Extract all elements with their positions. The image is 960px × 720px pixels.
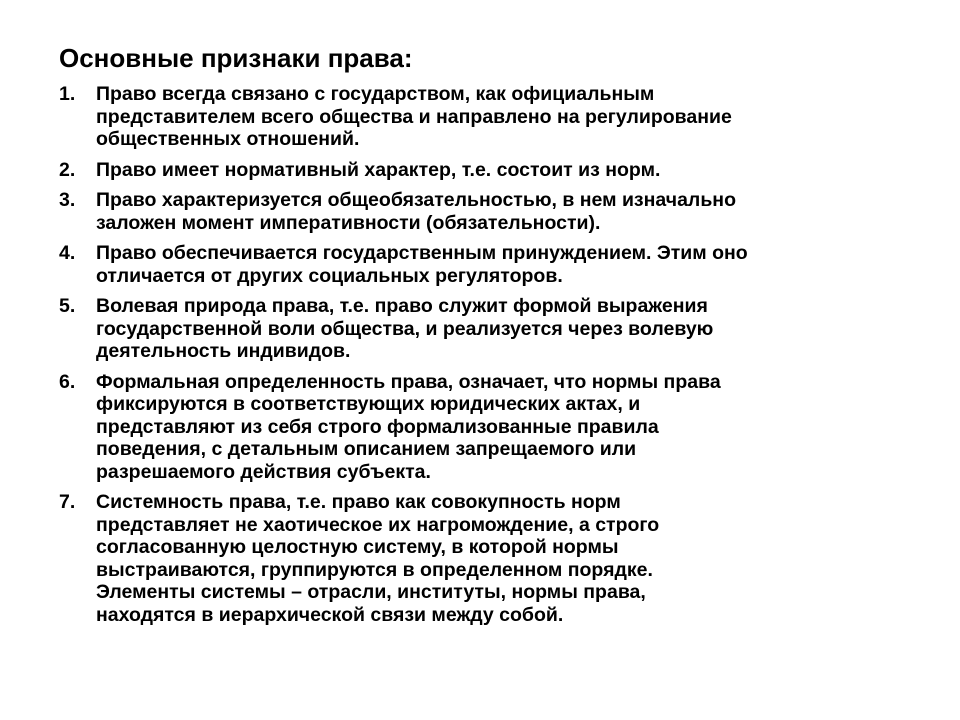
list-item-text-line: Право обеспечивается государственным принуждением. Этим оно bbox=[96, 242, 748, 264]
list-item-text-line: Формальная определенность права, означает, что нормы права bbox=[96, 370, 721, 393]
list-item-text-line: Право всегда связано с государством, как официальным bbox=[96, 83, 655, 105]
list-item-number: 6. bbox=[59, 370, 76, 393]
list-item-text-line: выстраиваются, группируются в определенном порядке. bbox=[96, 558, 653, 581]
list-item-number: 3. bbox=[59, 189, 76, 211]
list-item-text-line: представляет не хаотическое их нагромождение, а строго bbox=[96, 513, 660, 536]
list-item-number: 5. bbox=[59, 295, 76, 317]
list-item-number: 1. bbox=[59, 83, 76, 105]
list-item-text-line: Системность права, т.е. право как совокупность норм bbox=[96, 491, 621, 513]
list-item-text-line: фиксируются в соответствующих юридических актах, и bbox=[96, 393, 641, 415]
principles-list bbox=[59, 83, 919, 634]
list-item bbox=[59, 83, 919, 151]
list-item bbox=[59, 189, 919, 234]
list-item-text-line: разрешаемого действия субъекта. bbox=[96, 460, 431, 483]
list-item bbox=[59, 371, 919, 484]
list-item-text-line: находятся в иерархической связи между собой. bbox=[96, 603, 564, 626]
list-item-text-line: деятельность индивидов. bbox=[96, 340, 351, 362]
slide-title: Основные признаки права: bbox=[59, 43, 413, 73]
list-item-number: 4. bbox=[59, 242, 76, 264]
list-item-text-line: Волевая природа права, т.е. право служит формой выражения bbox=[96, 295, 708, 317]
list-item bbox=[59, 242, 919, 287]
list-item-text-line: Право имеет нормативный характер, т.е. состоит из норм. bbox=[96, 158, 661, 181]
list-item-text-line: государственной воли общества, и реализуется через волевую bbox=[96, 317, 714, 340]
list-item bbox=[59, 295, 919, 363]
list-item-number: 7. bbox=[59, 491, 76, 513]
list-item-text-line: представителем всего общества и направлено на регулирование bbox=[96, 105, 732, 128]
list-item-text-line: общественных отношений. bbox=[96, 128, 360, 150]
list-item-text-line: отличается от других социальных регуляторов. bbox=[96, 264, 563, 287]
list-item-text-line: согласованную целостную систему, в которой нормы bbox=[96, 536, 619, 558]
list-item-text-line: заложен момент императивности (обязательности). bbox=[96, 211, 601, 234]
list-item-text-line: представляют из себя строго формализованные правила bbox=[96, 415, 659, 438]
list-item-number: 2. bbox=[59, 158, 76, 181]
list-item-text-line: поведения, с детальным описанием запрещаемого или bbox=[96, 438, 637, 460]
list-item-text-line: Элементы системы – отрасли, институты, нормы права, bbox=[96, 581, 646, 603]
list-item-text-line: Право характеризуется общеобязательностью, в нем изначально bbox=[96, 189, 736, 211]
list-item bbox=[59, 491, 919, 626]
list-item bbox=[59, 159, 919, 182]
